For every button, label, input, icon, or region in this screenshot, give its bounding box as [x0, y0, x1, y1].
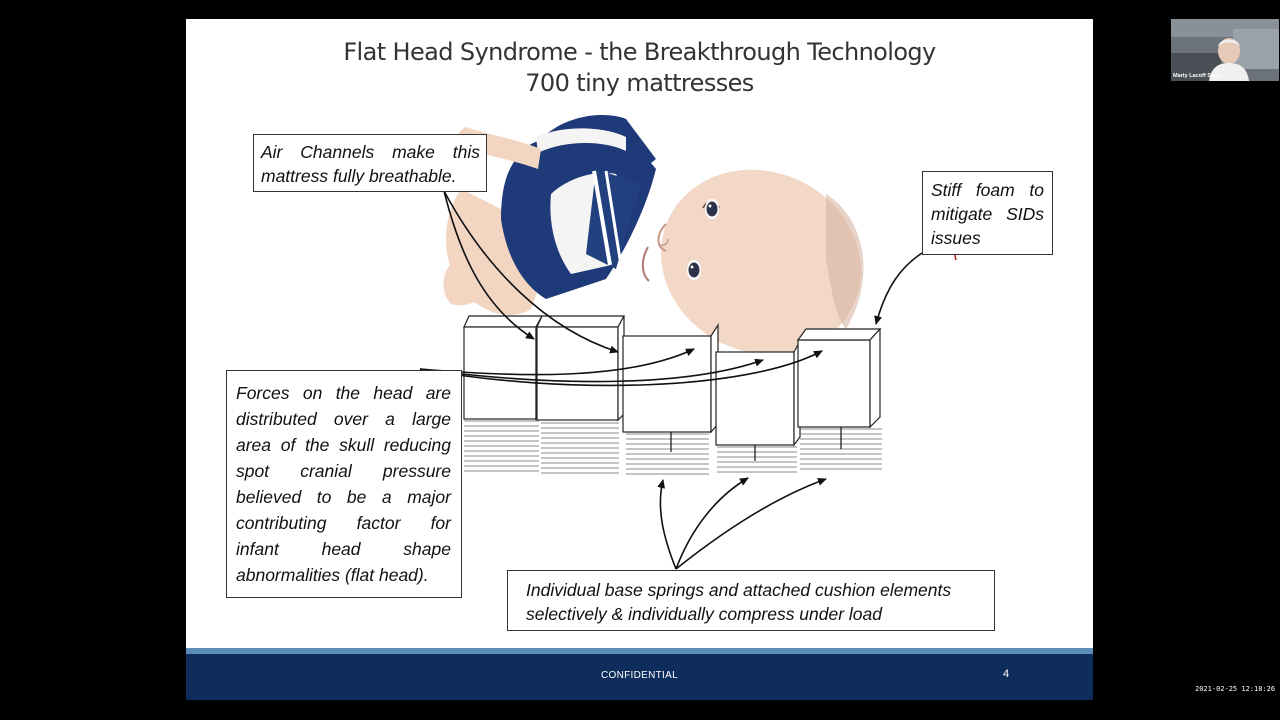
slide-title: Flat Head Syndrome - the Breakthrough Technology: [343, 38, 936, 66]
confidential-label: CONFIDENTIAL: [601, 670, 678, 681]
springs-callout: Individual base springs and attached cushion elements selectively & individually compress under load: [507, 570, 995, 631]
forces-callout: Forces on the head are distributed over a large area of the skull reducing spot cranial pressure believed to be a major contributing factor for infant head shape abnormalities (flat head).: [226, 370, 462, 598]
air-channels-callout: Air Channels make this mattress fully breathable.: [253, 134, 487, 192]
page-number: 4: [1003, 668, 1010, 680]
slide-footer: [186, 654, 1093, 700]
participant-video-thumbnail[interactable]: [1171, 19, 1279, 81]
slide-subtitle: 700 tiny mattresses: [525, 69, 754, 97]
presentation-slide: [186, 19, 1093, 700]
participant-name: Marty Lacoff Sleep...: [1173, 73, 1227, 79]
recording-timestamp: 2021-02-25 12:18:26: [1195, 685, 1276, 693]
stiff-foam-callout: Stiff foam to mitigate SIDs issues: [922, 171, 1053, 255]
participant-video-feed: [1171, 19, 1279, 81]
